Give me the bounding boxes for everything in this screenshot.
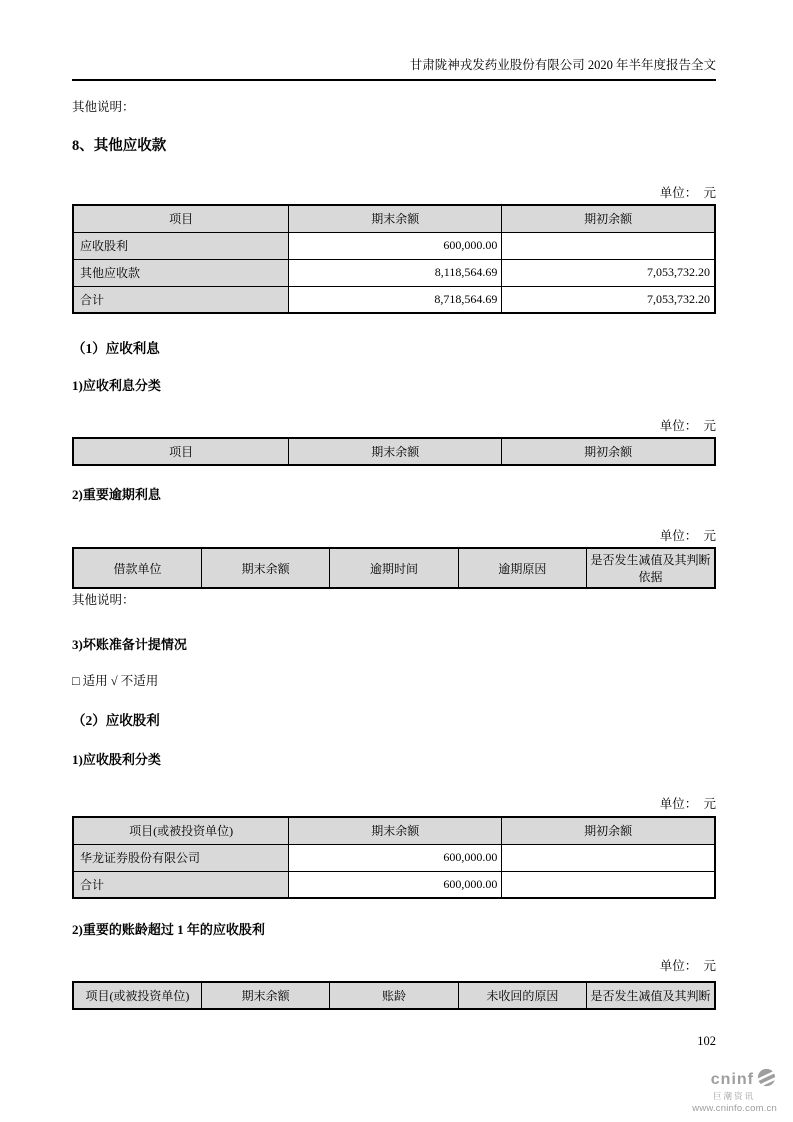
bad-debt-heading: 3)坏账准备计提情况 xyxy=(72,637,187,652)
page-content xyxy=(72,0,716,1049)
col-header: 期末余额 xyxy=(289,205,502,232)
table-row xyxy=(73,259,715,286)
overdue-interest-heading: 2)重要逾期利息 xyxy=(72,487,161,502)
col-header: 逾期原因 xyxy=(458,548,586,588)
other-receivables-table xyxy=(72,204,716,314)
dividends-receivable-table xyxy=(72,816,716,899)
cell-value xyxy=(502,232,715,259)
row-label: 华龙证券股份有限公司 xyxy=(73,844,289,871)
table-header-row xyxy=(73,548,715,588)
row-label: 合计 xyxy=(73,286,289,313)
table-row xyxy=(73,232,715,259)
cninfo-footer-logo xyxy=(662,1068,777,1113)
unit-label: 单位： 元 xyxy=(659,186,716,200)
col-header: 期末余额 xyxy=(201,982,329,1009)
overdue-interest-table xyxy=(72,547,716,589)
table-row xyxy=(73,286,715,313)
cninfo-brand-row xyxy=(662,1068,777,1091)
col-header: 期初余额 xyxy=(502,205,715,232)
col-header: 期末余额 xyxy=(289,438,502,465)
col-header: 未收回的原因 xyxy=(458,982,586,1009)
cell-value: 7,053,732.20 xyxy=(502,259,715,286)
col-header: 逾期时间 xyxy=(330,548,458,588)
interest-class-heading: 1)应收利息分类 xyxy=(72,378,161,393)
cell-value: 600,000.00 xyxy=(289,232,502,259)
col-header: 项目(或被投资单位) xyxy=(73,817,289,844)
table-header-row xyxy=(73,438,715,465)
subsection-1-heading: （1）应收利息 xyxy=(72,341,160,356)
unit-label: 单位： 元 xyxy=(659,959,716,973)
report-header-title: 甘肃陇神戎发药业股份有限公司 2020 年半年度报告全文 xyxy=(72,0,716,81)
col-header: 项目 xyxy=(73,205,289,232)
col-header: 期末余额 xyxy=(201,548,329,588)
col-header: 借款单位 xyxy=(73,548,201,588)
table-row xyxy=(73,871,715,898)
cninfo-swirl-icon xyxy=(756,1068,777,1091)
other-notes-label: 其他说明： xyxy=(72,593,135,607)
col-header: 项目 xyxy=(73,438,289,465)
row-label: 合计 xyxy=(73,871,289,898)
col-header: 期初余额 xyxy=(502,817,715,844)
unit-label: 单位： 元 xyxy=(659,797,716,811)
overdue-dividends-table xyxy=(72,981,716,1010)
col-header: 期末余额 xyxy=(289,817,502,844)
applicability-line: □ 适用 √ 不适用 xyxy=(72,674,159,688)
dividend-class-heading: 1)应收股利分类 xyxy=(72,752,161,767)
unit-label: 单位： 元 xyxy=(659,419,716,433)
row-label: 其他应收款 xyxy=(73,259,289,286)
table-header-row xyxy=(73,982,715,1009)
cell-value: 7,053,732.20 xyxy=(502,286,715,313)
col-header: 账龄 xyxy=(330,982,458,1009)
table-header-row xyxy=(73,817,715,844)
cninfo-chinese-name: 巨潮资讯 xyxy=(712,1091,755,1101)
cell-value: 600,000.00 xyxy=(289,844,502,871)
cell-value xyxy=(502,844,715,871)
col-header: 是否发生减值及其判断依据 xyxy=(587,548,715,588)
col-header: 项目(或被投资单位) xyxy=(73,982,201,1009)
col-header: 是否发生减值及其判断 xyxy=(587,982,715,1009)
table-row xyxy=(73,844,715,871)
unit-label: 单位： 元 xyxy=(659,529,716,543)
cninfo-brand-text: cninf xyxy=(710,1070,754,1088)
col-header: 期初余额 xyxy=(502,438,715,465)
cell-value: 600,000.00 xyxy=(289,871,502,898)
row-label: 应收股利 xyxy=(73,232,289,259)
cell-value: 8,118,564.69 xyxy=(289,259,502,286)
subsection-2-heading: （2）应收股利 xyxy=(72,713,160,728)
other-notes-label: 其他说明： xyxy=(72,100,135,114)
cell-value: 8,718,564.69 xyxy=(289,286,502,313)
table-header-row xyxy=(73,205,715,232)
overdue-dividend-heading: 2)重要的账龄超过 1 年的应收股利 xyxy=(72,922,265,937)
cninfo-url: www.cninfo.com.cn xyxy=(692,1102,777,1114)
page-number: 102 xyxy=(697,1034,716,1048)
section-8-heading: 8、其他应收款 xyxy=(72,138,167,154)
interest-receivable-table xyxy=(72,437,716,466)
cell-value xyxy=(502,871,715,898)
